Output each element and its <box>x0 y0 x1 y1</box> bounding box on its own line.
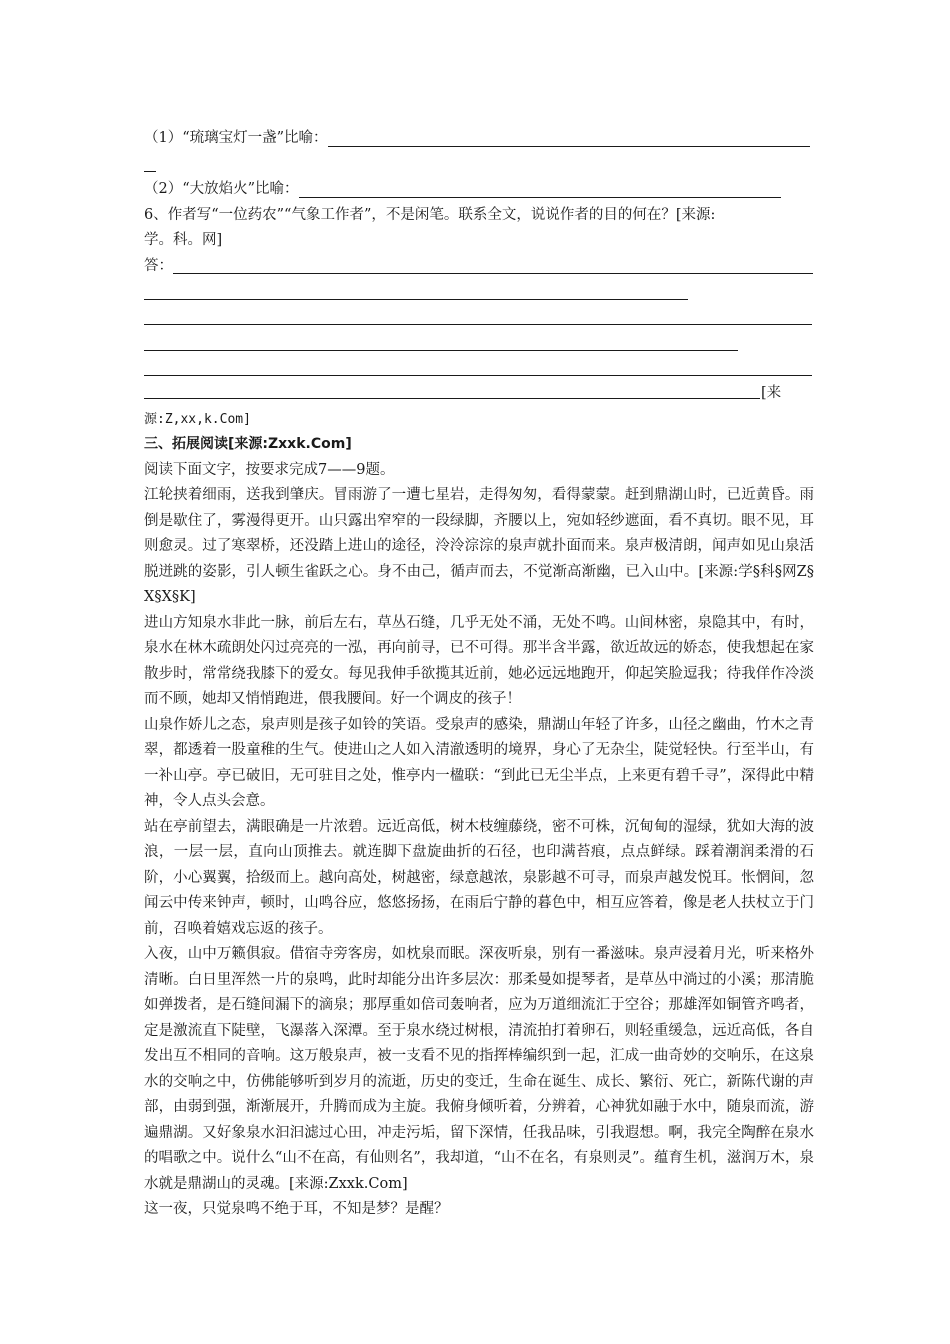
answer-line-5 <box>144 356 814 382</box>
question-1 <box>144 126 814 152</box>
answer-blank-3[interactable] <box>144 308 812 325</box>
section-3-title: 三、拓展阅读[来源:Zxxk.Com] <box>144 436 352 452</box>
question-2 <box>144 177 814 203</box>
answer-blank-5[interactable] <box>144 359 812 376</box>
answer-line-4 <box>144 330 814 356</box>
question-1-answer-blank[interactable] <box>328 130 810 147</box>
question-1-answer-blank-end[interactable] <box>144 155 156 172</box>
answer-blank-4[interactable] <box>144 334 738 351</box>
question-2-label: （2）“大放焰火”比喻： <box>144 181 299 197</box>
source-note-part-1: [来 <box>761 385 782 401</box>
answer-blank-6[interactable] <box>144 398 760 399</box>
question-6-line-2: 学。科。网] <box>144 232 223 248</box>
answer-line-3 <box>144 305 814 331</box>
passage-paragraph-6: 这一夜，只觉泉鸣不绝于耳，不知是梦？是醒？ <box>144 1201 449 1217</box>
passage-paragraph-4: 站在亭前望去，满眼确是一片浓碧。远近高低，树木枝缠藤绕，密不可株，沉甸甸的湿绿，犹如大海的波浪，一层一层，直向山顶推去。就连脚下盘旋曲折的石径，也印满苔痕，点点鲜绿。踩着潮润柔滑的石阶，小心翼翼，拾级而上。越向高处，树越密，绿意越浓，泉影越不可寻，而泉声越发悦耳。怅惘间，忽闻云中传来钟声，顿时，山鸣谷应，悠悠扬扬，在雨后宁静的暮色中，相互应答着，像是老人扶杖立于门前，召唤着嬉戏忘返的孩子。 <box>144 818 814 937</box>
answer-line-6 <box>144 381 814 407</box>
answer-blank-1[interactable] <box>173 257 813 274</box>
question-1-label: （1）“琉璃宝灯一盏”比喻： <box>144 130 328 146</box>
question-6-line-1: 6、作者写“一位药农”“气象工作者”，不是闲笔。联系全文，说说作者的目的何在？[来源: <box>144 206 716 223</box>
answer-label: 答： <box>144 257 173 274</box>
passage-paragraph-2: 进山方知泉水非此一脉，前后左右，草丛石缝，几乎无处不涌，无处不鸣。山间林密，泉隐其中，有时，泉水在林木疏朗处闪过亮亮的一泓，再向前寻，已不可得。那半含半露，欲近故远的娇态，使我想起在家散步时，常常绕我膝下的爱女。每见我伸手欲揽其近前，她必远远地跑开，仰起笑脸逗我；待我佯作冷淡而不顾，她却又悄悄跑进，偎我腰间。好一个调皮的孩子！ <box>144 614 814 707</box>
question-2-answer-blank[interactable] <box>299 181 781 198</box>
passage-paragraph-5: 入夜，山中万籁俱寂。借宿寺旁客房，如枕泉而眠。深夜听泉，别有一番滋味。泉声浸着月光，听来格外清晰。白日里浑然一片的泉鸣，此时却能分出许多层次：那柔曼如提琴者，是草丛中淌过的小溪；那清脆如弹拨者，是石缝间漏下的滴泉；那厚重如倍司轰响者，应为万道细流汇于空谷；那雄浑如铜管齐鸣者，定是激流直下陡壁，飞瀑落入深潭。至于泉水绕过树根，清流拍打着卵石，则轻重缓急，远近高低，各自发出互不相同的音响。这万般泉声，被一支看不见的指挥棒编织到一起，汇成一曲奇妙的交响乐，在这泉水的交响之中，仿佛能够听到岁月的流逝，历史的变迁，生命在诞生、成长、繁衍、死亡，新陈代谢的声部，由弱到强，渐渐展开，升腾而成为主旋。我俯身倾听着，分辨着，心神犹如融于水中，随泉而流，游遍鼎湖。又好象泉水汩汩滤过心田，冲走污垢，留下深情，任我品味，引我遐想。啊，我完全陶醉在泉水的唱歌之中。说什么“山不在高，有仙则名”，我却道，“山不在名，有泉则灵”。蕴育生机，滋润万木，泉水就是鼎湖山的灵魂。[来源:Zxxk.Com] <box>144 946 814 1192</box>
passage-paragraph-3: 山泉作娇儿之态，泉声则是孩子如铃的笑语。受泉声的感染，鼎湖山年轻了许多，山径之幽曲，竹木之青翠，都透着一股童稚的生气。使进山之人如入清澈透明的境界，身心了无杂尘，陡觉轻快。行至半山，有一补山亭。亭已破旧，无可驻目之处，惟亭内一楹联：“到此已无尘半点，上来更有碧千寻”，深得此中精神，令人点头会意。 <box>144 716 814 809</box>
answer-blank-2[interactable] <box>144 283 688 300</box>
answer-line-2 <box>144 279 814 305</box>
worksheet-page <box>144 126 814 1223</box>
answer-line-1 <box>144 254 814 280</box>
passage-paragraph-1: 江轮挟着细雨，送我到肇庆。冒雨游了一遭七星岩，走得匆匆，看得蒙蒙。赶到鼎湖山时，已近黄昏。雨倒是歇住了，雾漫得更开。山只露出窄窄的一段绿脚，齐腰以上，宛如轻纱遮面，看不真切。眼不见，耳则愈灵。过了寒翠桥，还没踏上进山的途径，泠泠淙淙的泉声就扑面而来。泉声极清朗，闻声如见山泉活脱迸跳的姿影，引人顿生雀跃之心。身不由己，循声而去，不觉渐高渐幽，已入山中。[来源:学§科§网Z§X§X§K] <box>144 487 814 605</box>
question-1-continuation <box>144 152 814 178</box>
source-note-part-2: 源:Z,xx,k.Com] <box>144 411 251 427</box>
section-3-instruction: 阅读下面文字，按要求完成7——9题。 <box>144 461 395 478</box>
